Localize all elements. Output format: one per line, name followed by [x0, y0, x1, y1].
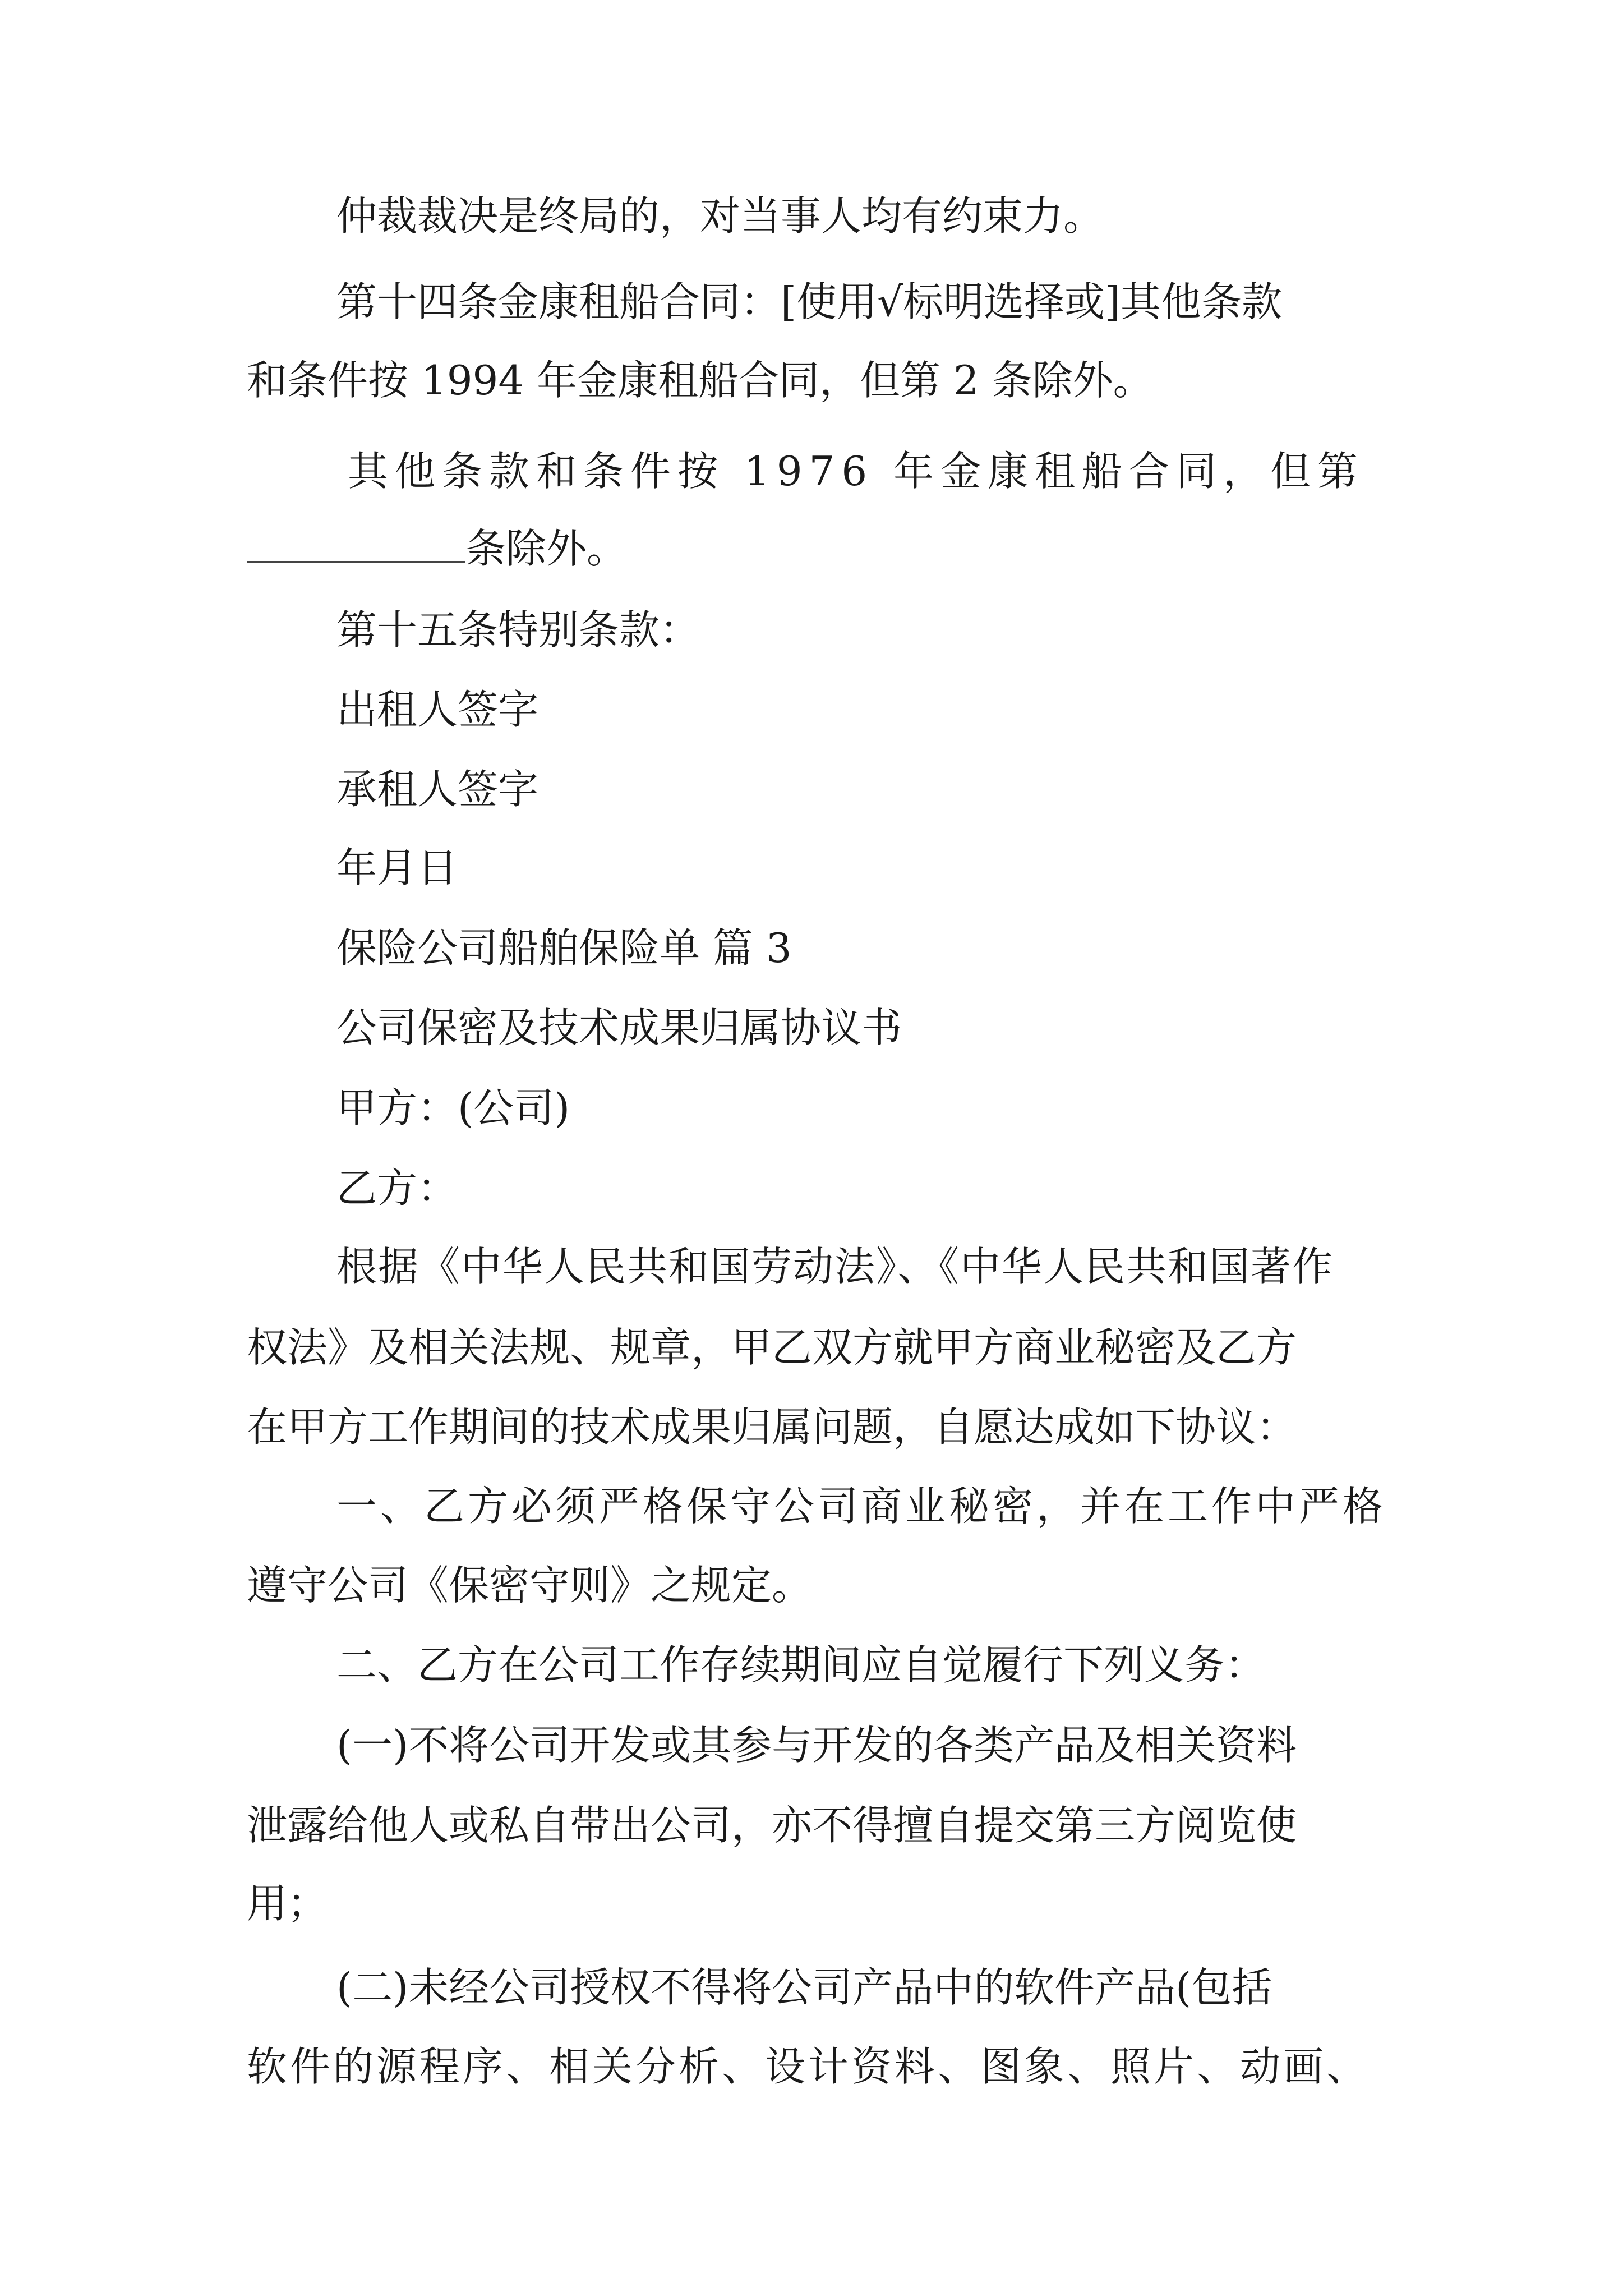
text-line: 仲裁裁决是终局的，对当事人均有约束力。 [336, 192, 1104, 240]
text-line-content: 第十四条金康租船合同：[使用√标明选择或]其他条款 [336, 278, 1283, 325]
signature-label-lessee: 承租人签字 [336, 766, 539, 813]
text-line: (一)不将公司开发或其参与开发的各类产品及相关资料 [336, 1722, 1297, 1769]
text-line: 权法》及相关法规、规章，甲乙双方就甲方商业秘密及乙方 [247, 1324, 1297, 1371]
fill-in-blank [247, 521, 465, 563]
text-line: 根据《中华人民共和国劳动法》、《中华人民共和国著作 [336, 1243, 1334, 1290]
text-line: 泄露给他人或私自带出公司，亦不得擅自提交第三方阅览使 [247, 1802, 1297, 1849]
agreement-title: 公司保密及技术成果归属协议书 [336, 1004, 902, 1051]
text-line: 和条件按 1994 年金康租船合同，但第 2 条除外。 [247, 357, 1154, 404]
party-a-label: 甲方：(公司) [336, 1084, 570, 1131]
date-label: 年月日 [336, 844, 458, 891]
text-line-content: 条除外。 [465, 525, 628, 572]
party-b-label: 乙方： [336, 1165, 458, 1212]
text-line: 其他条款和条件按 1976 年金康租船合同，但第 [348, 448, 1365, 495]
text-line: 遵守公司《保密守则》之规定。 [247, 1562, 813, 1609]
document-section-title: 保险公司船舶保险单 篇 3 [336, 924, 792, 972]
text-line-with-blank [247, 521, 627, 577]
signature-label-lessor: 出租人签字 [336, 686, 539, 733]
text-line: 二、乙方在公司工作存续期间应自觉履行下列义务： [336, 1641, 1266, 1688]
section-heading: 第十五条特别条款： [336, 606, 700, 654]
text-line: 软件的源程序、相关分析、设计资料、图象、照片、动画、 [247, 2043, 1370, 2090]
text-line: 在甲方工作期间的技术成果归属问题，自愿达成如下协议： [247, 1404, 1297, 1451]
text-line: 用； [247, 1880, 328, 1927]
text-line: 一、乙方必须严格保守公司商业秘密，并在工作中严格 [336, 1483, 1387, 1530]
text-line: (二)未经公司授权不得将公司产品中的软件产品(包括 [336, 1964, 1272, 2011]
text-line [336, 274, 1383, 330]
